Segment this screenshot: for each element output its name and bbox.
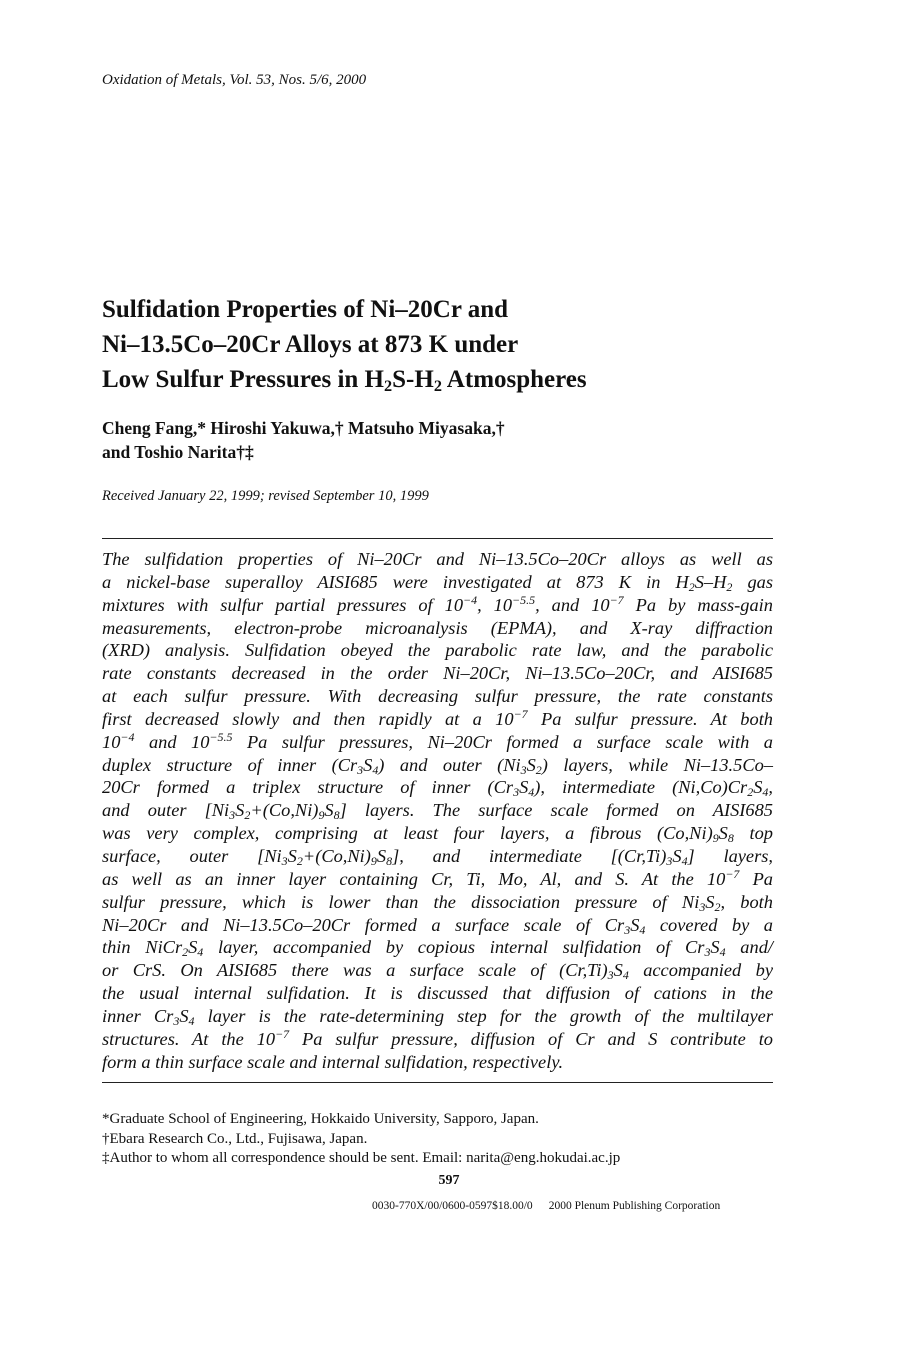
abstract-line: as well as an inner layer containing Cr, Ti, Mo, Al, and S. At the $10^{-7}$ Pa	[102, 866, 773, 889]
author-list	[102, 416, 505, 464]
footnote-affiliation-1: *Graduate School of Engineering, Hokkaido University, Sapporo, Japan.	[102, 1111, 539, 1127]
author-line: Cheng Fang,* Hiroshi Yakuwa,† Matsuho Miyasaka,†	[102, 418, 505, 438]
abstract-line: thin $NiCr_2S_4$ layer, accompanied by copious internal sulfidation of $Cr_3S_4$ and/	[102, 937, 773, 960]
paper-title	[102, 292, 802, 397]
abstract-line: The sulfidation properties of Ni–20Cr and Ni–13.5Co–20Cr alloys as well as	[102, 549, 773, 569]
abstract-line: $10^{-4}$ and $10^{-5.5}$ Pa sulfur pressures, Ni–20Cr formed a surface scale with a	[102, 729, 774, 752]
abstract-line: 20Cr formed a triplex structure of inner $(Cr_3S_4)$, intermediate $(Ni,Co)Cr_2S_4$,	[102, 777, 773, 800]
abstract-line: inner $Cr_3S_4$ layer is the rate-determining step for the growth of the multilayer	[102, 1005, 774, 1028]
title-line: Low Sulfur Pressures in $H_2S-H_2$ Atmospheres	[102, 366, 587, 396]
abstract-line: (XRD) analysis. Sulfidation obeyed the parabolic rate law, and the parabolic	[102, 640, 773, 661]
abstract-line: Ni–20Cr and Ni–13.5Co–20Cr formed a surface scale of $Cr_3S_4$ covered by a	[102, 914, 773, 937]
footnotes	[102, 1110, 620, 1169]
abstract-line: or CrS. On AISI685 there was a surface scale of $(Cr,Ti)_3S_4$ accompanied by	[102, 960, 773, 983]
received-dates: Received January 22, 1999; revised September 10, 1999	[102, 488, 429, 504]
publisher: 2000 Plenum Publishing Corporation	[548, 1200, 721, 1212]
footnote-affiliation-2: †Ebara Research Co., Ltd., Fujisawa, Japan.	[102, 1130, 368, 1147]
title-line: Ni–13.5Co–20Cr Alloys at 873 K under	[102, 331, 519, 358]
abstract-line: mixtures with sulfur partial pressures of $10^{-4}$, $10^{-5.5}$, and $10^{-7}$ Pa by mass-gain	[102, 592, 773, 615]
author-line: and Toshio Narita†‡	[102, 442, 254, 462]
abstract-line: was very complex, comprising at least four layers, a fibrous $(Co,Ni)_9S_8$ top	[102, 823, 773, 846]
journal-citation: Oxidation of Metals, Vol. 53, Nos. 5/6, 2000	[102, 72, 367, 88]
footnote-correspondence: ‡Author to whom all correspondence should be sent. Email: narita@eng.hokudai.ac.jp	[102, 1150, 621, 1166]
title-line: Sulfidation Properties of Ni–20Cr and	[102, 296, 509, 323]
abstract-line: duplex structure of inner $(Cr_3S_4)$ and outer $(Ni_3S_2)$ layers, while Ni–13.5Co–	[102, 754, 773, 777]
copyright-line	[372, 1200, 720, 1212]
abstract-line: measurements, electron-probe microanalysis (EPMA), and X-ray diffraction	[102, 617, 773, 638]
abstract-line: the usual internal sulfidation. It is discussed that diffusion of cations in the	[102, 983, 773, 1004]
abstract-line: sulfur pressure, which is lower than the dissociation pressure of $Ni_3S_2$, both	[102, 891, 773, 914]
abstract-line: and outer $[Ni_3S_2+(Co,Ni)_9S_8]$ layers. The surface scale formed on AISI685	[102, 800, 773, 823]
abstract-line: at each sulfur pressure. With decreasing sulfur pressure, the rate constants	[102, 686, 773, 707]
abstract-line: structures. At the $10^{-7}$ Pa sulfur pressure, diffusion of Cr and S contribute to	[102, 1026, 774, 1049]
abstract	[102, 548, 773, 1073]
abstract-line: first decreased slowly and then rapidly at a $10^{-7}$ Pa sulfur pressure. At both	[102, 706, 774, 729]
page-number: 597	[438, 1173, 460, 1188]
abstract-top-rule	[102, 538, 773, 539]
abstract-line: form a thin surface scale and internal sulfidation, respectively.	[102, 1051, 564, 1072]
abstract-line: a nickel-base superalloy AISI685 were investigated at 873 K in $H_2S-H_2$ gas	[102, 571, 773, 594]
article-code: 0030-770X/00/0600-0597$18.00/0	[372, 1200, 533, 1212]
abstract-line: surface, outer $[Ni_3S_2+(Co,Ni)_9S_8]$, and intermediate $[(Cr,Ti)_3S_4]$ layers,	[102, 845, 774, 868]
abstract-bottom-rule	[102, 1082, 773, 1083]
abstract-line: rate constants decreased in the order Ni–20Cr, Ni–13.5Co–20Cr, and AISI685	[102, 663, 773, 684]
